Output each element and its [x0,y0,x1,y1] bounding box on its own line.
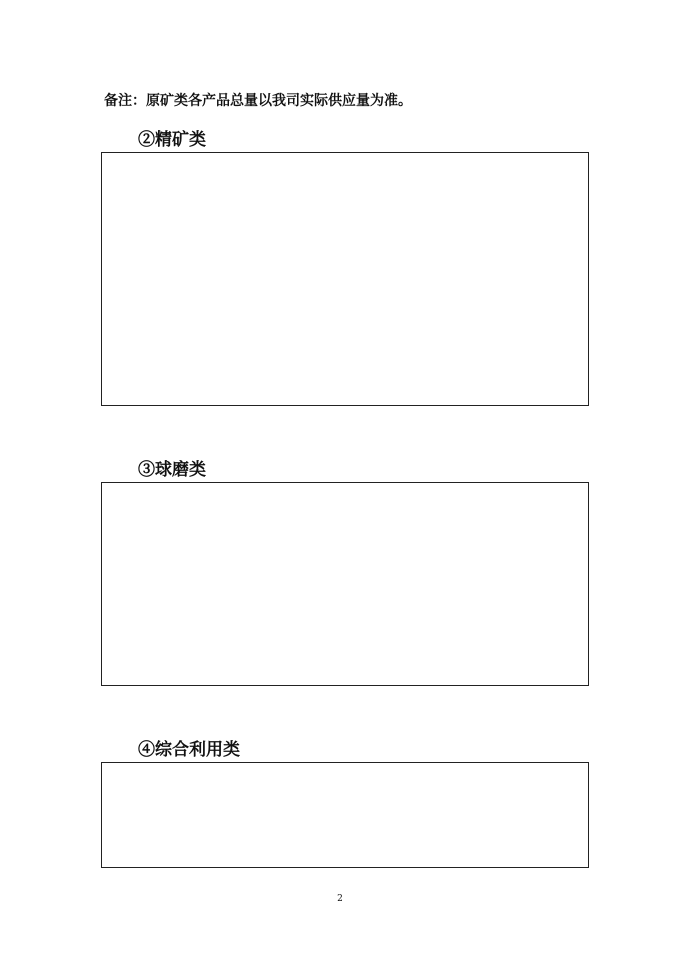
table-ball-mill [101,482,589,686]
table-concentrate [101,152,589,406]
heading-comprehensive: ④综合利用类 [138,740,240,760]
table-comprehensive [101,762,589,868]
heading-ball-mill: ③球磨类 [138,460,206,480]
heading-concentrate: ②精矿类 [138,130,206,150]
note-raw-ore: 备注：原矿类各产品总量以我司实际供应量为准。 [104,93,412,109]
page-number: 2 [337,894,343,904]
